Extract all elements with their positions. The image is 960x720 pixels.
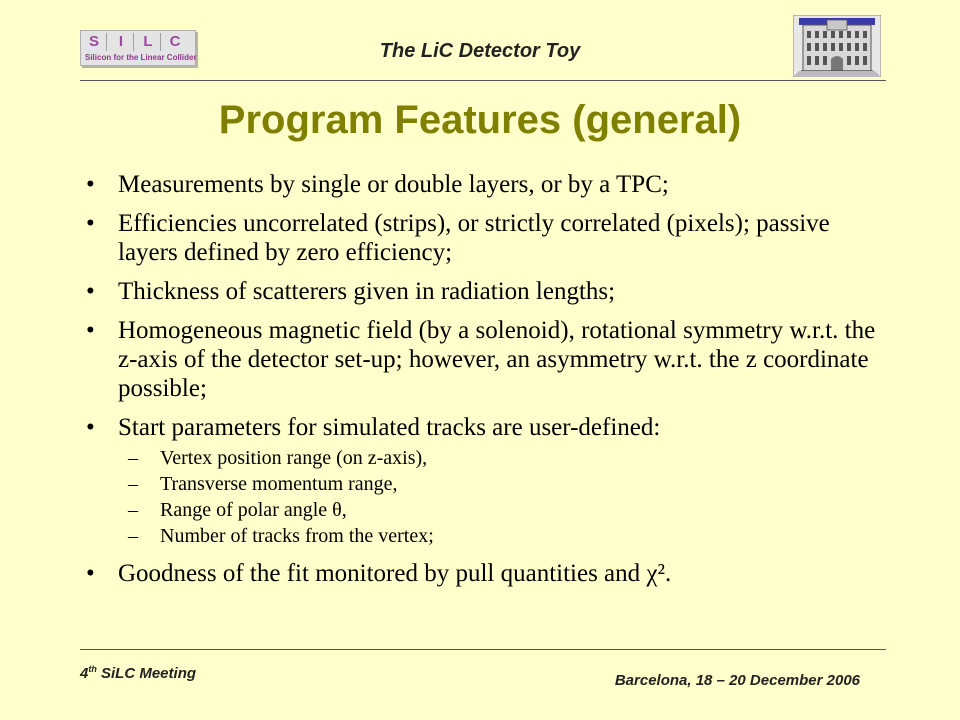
slide-title: Program Features (general) <box>218 98 742 142</box>
silc-letter: I <box>111 33 134 51</box>
list-item <box>86 277 886 306</box>
bullet-dot: • <box>86 317 95 344</box>
footer-divider <box>80 649 886 650</box>
header-divider <box>80 80 886 81</box>
meeting-label <box>80 664 196 682</box>
silc-logo <box>80 30 196 66</box>
header-title: The LiC Detector Toy <box>379 40 581 62</box>
list-item <box>86 170 886 199</box>
sub-list-item <box>118 445 886 471</box>
list-item <box>86 559 886 588</box>
sub-dash: – <box>128 473 138 495</box>
bullet-text: Start parameters for simulated tracks are user-defined: <box>118 414 661 441</box>
bullet-dot: • <box>86 210 95 237</box>
silc-logo-letters <box>84 33 192 51</box>
sub-list-item <box>118 471 886 497</box>
bullet-dot: • <box>86 560 95 587</box>
sub-list-item <box>118 523 886 549</box>
list-item <box>86 209 886 267</box>
silc-letter: L <box>138 33 161 51</box>
meeting-ordinal-suffix: th <box>88 664 97 674</box>
sub-dash: – <box>128 447 138 469</box>
meeting-name: SiLC Meeting <box>96 665 197 682</box>
sub-dash: – <box>128 499 138 521</box>
meeting-number: 4 <box>80 665 89 682</box>
silc-logo-subtitle: Silicon for the Linear Collider <box>85 53 197 62</box>
silc-letter: S <box>84 33 107 51</box>
list-item <box>86 316 886 403</box>
bullet-list <box>86 170 886 598</box>
bullet-dot: • <box>86 171 95 198</box>
sub-dash: – <box>128 525 138 547</box>
building-logo-icon <box>793 15 881 77</box>
silc-letter: C <box>169 33 183 50</box>
sub-item-text: Vertex position range (on z-axis), <box>160 447 428 469</box>
sub-list <box>118 445 886 549</box>
sub-item-text: Range of polar angle θ, <box>160 499 347 521</box>
bullet-text: Goodness of the fit monitored by pull quantities and χ². <box>118 560 672 587</box>
sub-item-text: Number of tracks from the vertex; <box>160 525 434 547</box>
list-item <box>86 413 886 549</box>
sub-list-item <box>118 497 886 523</box>
bullet-dot: • <box>86 414 95 441</box>
bullet-text: Measurements by single or double layers, or by a TPC; <box>118 171 669 198</box>
sub-item-text: Transverse momentum range, <box>160 473 398 495</box>
location-date: Barcelona, 18 – 20 December 2006 <box>614 672 860 689</box>
bullet-text: Homogeneous magnetic field (by a solenoid), rotational symmetry w.r.t. the z-axis of the detector set-up; however, an asymmetry w.r.t. the z coordinate possible; <box>118 317 876 402</box>
bullet-dot: • <box>86 278 95 305</box>
bullet-text: Thickness of scatterers given in radiation lengths; <box>118 278 616 305</box>
bullet-text: Efficiencies uncorrelated (strips), or strictly correlated (pixels); passive layers defined by zero efficiency; <box>118 210 830 266</box>
